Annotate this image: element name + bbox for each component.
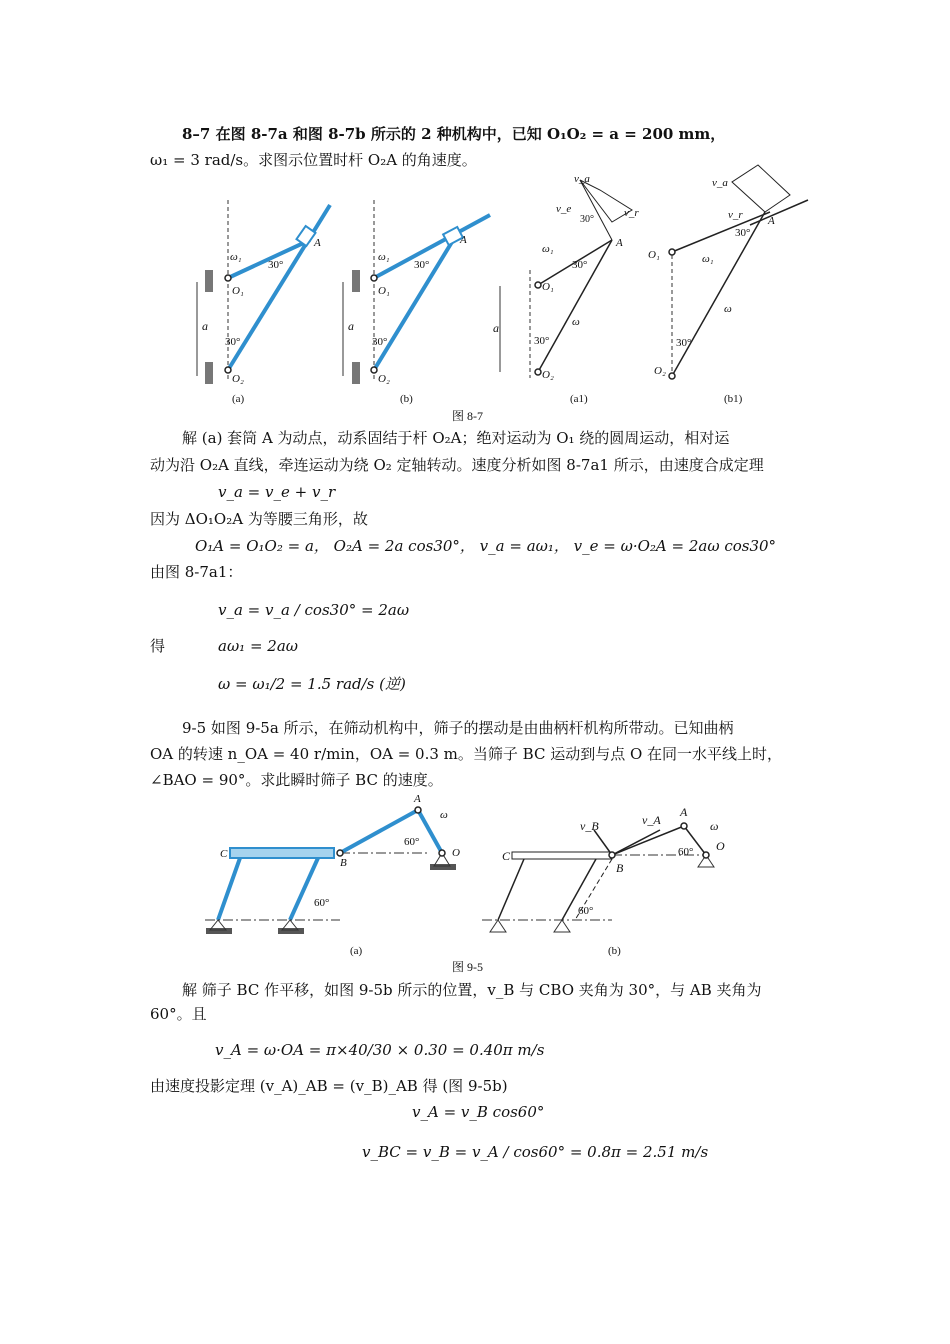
fig-a-angle30-top: 30° [268,259,284,271]
fig-b-angle30-top: 30° [414,259,430,271]
problem-8-7-statement-line1: 8–7 在图 8-7a 和图 8-7b 所示的 2 种机构中，已知 O₁O₂ = a = 200 mm， [182,125,726,143]
figure-9-5-caption: 图 9-5 [452,960,483,974]
fig-a-O1: O₁ [232,285,244,297]
fig-label-b1: (b1) [724,393,743,405]
fig-b1-A: A [768,215,775,227]
fig-a1-label-a: a [493,321,499,335]
fig-a1-angle30-top: 30° [580,214,594,225]
fig-95a-omega: ω [440,809,448,821]
fig-95-label-b: (b) [608,945,621,957]
fig-a1-O1: O₁ [542,281,554,293]
fig-95b-vA: v_A [642,813,661,827]
fig-a1-omega1: ω₁ [542,243,554,255]
fig-95b-omega: ω [710,819,719,833]
fig-a-omega1: ω₁ [230,251,242,263]
fig-b-A: A [460,234,467,246]
fig-95a-angle60-bottom: 60° [314,897,330,909]
problem-9-5-projection-text: 由速度投影定理 (v_A)_AB = (v_B)_AB 得 (图 9-5b) [150,1077,508,1095]
problem-8-7-eq4: aω₁ = 2aω [218,637,299,655]
fig-95b-angle60-top: 60° [678,846,694,858]
fig-a1-angle30-bottom: 30° [534,335,550,347]
fig-95b-vB: v_B [580,819,599,833]
fig-a1-vr: v_r [624,207,639,219]
fig-95a-angle60-top: 60° [404,836,420,848]
problem-8-7-statement-line2: ω₁ = 3 rad/s。求图示位置时杆 O₂A 的角速度。 [150,151,477,169]
fig-a1-angle30-mid: 30° [572,259,588,271]
fig-a-O2: O₂ [232,373,244,385]
fig-95b-C: C [502,849,511,863]
problem-9-5-statement-line2: OA 的转速 n_OA = 40 r/min，OA = 0.3 m。当筛子 BC 运动到与点 O 在同一水平线上时， [150,745,783,763]
problem-8-7-eq2: O₁A = O₁O₂ = a， O₂A = 2a cos30°， v_a = aω₁， v_e = ω·O₂A = 2aω cos30° [195,537,777,555]
fig-b1-angle30-bottom: 30° [676,337,692,349]
problem-9-5-eq1: v_A = ω·OA = π×40/30 × 0.30 = 0.40π m/s [215,1041,545,1059]
fig-95b-O: O [716,839,725,853]
fig-b-omega1: ω₁ [378,251,390,263]
fig-b1-va: v_a [712,177,728,189]
fig-a1-O2: O₂ [542,369,554,381]
fig-a1-ve: v_e [556,203,572,215]
problem-8-7-from-fig-text: 由图 8-7a1： [150,563,243,581]
fig-b1-omega1: ω₁ [702,253,714,265]
problem-9-5-eq2: v_A = v_B cos60° [412,1103,545,1121]
fig-a-label-a: a [202,319,208,333]
problem-8-7-eq3: v_a = v_a / cos30° = 2aω [218,601,410,619]
figure-9-5a [205,793,460,957]
fig-b1-O1: O₁ [648,249,660,261]
fig-95a-A: A [414,793,421,805]
fig-b1-angle30-top: 30° [735,227,751,239]
fig-b-O2: O₂ [378,373,390,385]
problem-8-7-solution-line2: 动为沿 O₂A 直线，牵连运动为绕 O₂ 定轴转动。速度分析如图 8-7a1 所示，由速度合成定理 [150,456,764,474]
figure-9-5b [482,805,725,957]
problem-9-5-solution-line2: 60°。且 [150,1005,207,1023]
fig-95a-O: O [452,847,460,859]
fig-95a-C: C [220,848,228,860]
problem-8-7-solution-line1: 解 (a) 套筒 A 为动点，动系固结于杆 O₂A；绝对运动为 O₁ 绕的圆周运动，相对运 [182,429,730,447]
fig-label-a: (a) [232,393,245,405]
fig-label-a1: (a1) [570,393,588,405]
problem-8-7-eq5: ω = ω₁/2 = 1.5 rad/s (逆) [218,675,406,693]
fig-b1-O2: O₂ [654,365,666,377]
figure-8-7-caption: 图 8-7 [452,409,483,423]
fig-a1-omega: ω [572,316,580,328]
fig-b-label-a: a [348,319,354,333]
fig-label-b: (b) [400,393,413,405]
fig-b-O1: O₁ [378,285,390,297]
problem-9-5-statement-line3: ∠BAO = 90°。求此瞬时筛子 BC 的速度。 [150,771,443,789]
problem-8-7-get-text: 得 [150,637,166,655]
fig-a1-A: A [616,237,623,249]
fig-a-angle30-bottom: 30° [225,336,241,348]
fig-95-label-a: (a) [350,945,363,957]
fig-a-A: A [314,237,321,249]
problem-9-5-eq3: v_BC = v_B = v_A / cos60° = 0.8π = 2.51 m/s [362,1143,709,1161]
problem-8-7-isosceles-text: 因为 ΔO₁O₂A 为等腰三角形，故 [150,510,368,528]
fig-b1-omega: ω [724,303,732,315]
fig-a1-va: v_a [574,173,590,185]
problem-9-5-statement-line1: 9-5 如图 9-5a 所示，在筛动机构中，筛子的摆动是由曲柄杆机构所带动。已知曲柄 [182,719,734,737]
fig-95b-angle60-bottom: 60° [578,905,594,917]
fig-b1-vr: v_r [728,209,743,221]
fig-95b-B: B [616,861,624,875]
fig-95b-A: A [680,805,688,819]
fig-95a-B: B [340,857,347,869]
problem-9-5-solution-line1: 解 筛子 BC 作平移，如图 9-5b 所示的位置，v_B 与 CBO 夹角为 30°，与 AB 夹角为 [182,981,762,999]
problem-8-7-eq1: v_a = v_e + v_r [218,483,336,501]
fig-b-angle30-bottom: 30° [372,336,388,348]
